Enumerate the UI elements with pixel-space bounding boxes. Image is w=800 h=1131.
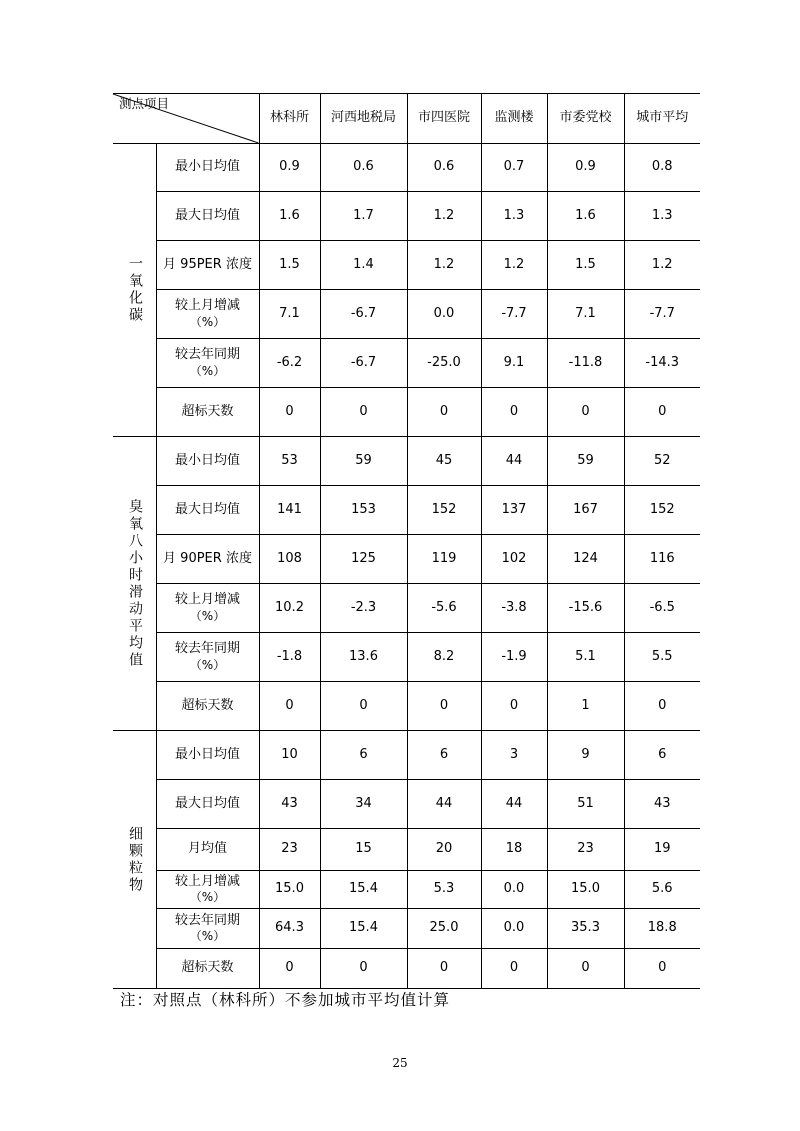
value-cell: 44 <box>481 780 547 829</box>
value-cell: 10.2 <box>259 584 320 633</box>
value-cell: 45 <box>407 437 481 486</box>
value-cell: 119 <box>407 535 481 584</box>
value-cell: 15.4 <box>320 871 407 909</box>
value-cell: 0.6 <box>407 144 481 192</box>
metric-label: 超标天数 <box>181 960 234 976</box>
table-row <box>113 241 700 290</box>
metric-label-cell <box>156 437 259 486</box>
value-cell: 23 <box>547 829 624 871</box>
metric-unit: （%） <box>189 657 226 672</box>
column-header: 市委党校 <box>547 94 624 144</box>
value-cell: 43 <box>624 780 700 829</box>
column-header: 监测楼 <box>481 94 547 144</box>
metric-unit: （%） <box>189 363 226 378</box>
value-cell: 59 <box>320 437 407 486</box>
value-cell: 0 <box>320 682 407 731</box>
value-cell: 1.2 <box>407 241 481 290</box>
page-number: 25 <box>392 1056 408 1070</box>
group-label: 臭氧八小时滑动平均值 <box>113 437 156 731</box>
value-cell: 5.5 <box>624 633 700 682</box>
value-cell: 137 <box>481 486 547 535</box>
value-cell: 10 <box>259 731 320 780</box>
value-cell: 0 <box>624 949 700 989</box>
table-row <box>113 388 700 437</box>
table-row <box>113 486 700 535</box>
value-cell: 141 <box>259 486 320 535</box>
metric-unit: （%） <box>189 929 226 944</box>
metric-label-cell <box>156 780 259 829</box>
value-cell: 0 <box>407 949 481 989</box>
value-cell: 0 <box>481 388 547 437</box>
value-cell: 19 <box>624 829 700 871</box>
value-cell: 125 <box>320 535 407 584</box>
table-row <box>113 290 700 339</box>
value-cell: 116 <box>624 535 700 584</box>
value-cell: -6.5 <box>624 584 700 633</box>
value-cell: 1.2 <box>407 192 481 241</box>
value-cell: -6.2 <box>259 339 320 388</box>
metric-label: 较上月增减 <box>174 873 240 889</box>
value-cell: 53 <box>259 437 320 486</box>
value-cell: 0 <box>624 388 700 437</box>
value-cell: 9 <box>547 731 624 780</box>
monitoring-table <box>113 93 700 989</box>
metric-label: 最小日均值 <box>174 159 240 175</box>
value-cell: 1.4 <box>320 241 407 290</box>
value-cell: 124 <box>547 535 624 584</box>
value-cell: 0 <box>481 682 547 731</box>
value-cell: 5.1 <box>547 633 624 682</box>
metric-label: 最小日均值 <box>174 746 240 762</box>
metric-label-cell <box>156 682 259 731</box>
value-cell: 35.3 <box>547 909 624 949</box>
metric-label: 月 95PER 浓度 <box>163 256 252 272</box>
metric-label-cell <box>156 241 259 290</box>
value-cell: 0 <box>259 682 320 731</box>
metric-label-cell <box>156 633 259 682</box>
value-cell: 0.8 <box>624 144 700 192</box>
value-cell: 15.0 <box>547 871 624 909</box>
value-cell: 1.5 <box>547 241 624 290</box>
value-cell: 1.6 <box>259 192 320 241</box>
metric-label-cell <box>156 584 259 633</box>
metric-label: 月 90PER 浓度 <box>163 550 252 566</box>
value-cell: -1.9 <box>481 633 547 682</box>
value-cell: 15.0 <box>259 871 320 909</box>
value-cell: 102 <box>481 535 547 584</box>
value-cell: 0 <box>407 388 481 437</box>
value-cell: 20 <box>407 829 481 871</box>
table-row <box>113 780 700 829</box>
table-row <box>113 339 700 388</box>
value-cell: 153 <box>320 486 407 535</box>
value-cell: 1.5 <box>259 241 320 290</box>
metric-label: 超标天数 <box>181 697 234 713</box>
group-label: 细颗粒物 <box>113 731 156 989</box>
value-cell: 0 <box>547 388 624 437</box>
value-cell: 0.9 <box>259 144 320 192</box>
metric-label: 最大日均值 <box>174 501 240 517</box>
value-cell: -11.8 <box>547 339 624 388</box>
metric-label-cell <box>156 388 259 437</box>
value-cell: -1.8 <box>259 633 320 682</box>
value-cell: 1.3 <box>481 192 547 241</box>
metric-label-cell <box>156 829 259 871</box>
value-cell: 25.0 <box>407 909 481 949</box>
value-cell: -3.8 <box>481 584 547 633</box>
value-cell: 108 <box>259 535 320 584</box>
value-cell: 0 <box>320 388 407 437</box>
column-header: 河西地税局 <box>320 94 407 144</box>
value-cell: 1.6 <box>547 192 624 241</box>
value-cell: 52 <box>624 437 700 486</box>
metric-label: 最大日均值 <box>174 795 240 811</box>
table-row <box>113 829 700 871</box>
value-cell: 152 <box>407 486 481 535</box>
value-cell: 6 <box>624 731 700 780</box>
value-cell: 3 <box>481 731 547 780</box>
column-header: 城市平均 <box>624 94 700 144</box>
value-cell: 1 <box>547 682 624 731</box>
value-cell: 0.9 <box>547 144 624 192</box>
group-label: 一氧化碳 <box>113 144 156 437</box>
metric-label-cell <box>156 731 259 780</box>
metric-label-cell <box>156 144 259 192</box>
value-cell: -6.7 <box>320 339 407 388</box>
value-cell: 18 <box>481 829 547 871</box>
value-cell: 167 <box>547 486 624 535</box>
metric-label: 较去年同期 <box>174 641 240 657</box>
table-row <box>113 682 700 731</box>
value-cell: 44 <box>481 437 547 486</box>
value-cell: 0.0 <box>481 871 547 909</box>
metric-label-cell <box>156 949 259 989</box>
column-header: 市四医院 <box>407 94 481 144</box>
value-cell: -7.7 <box>624 290 700 339</box>
value-cell: 5.3 <box>407 871 481 909</box>
value-cell: 1.7 <box>320 192 407 241</box>
value-cell: 5.6 <box>624 871 700 909</box>
metric-label-cell <box>156 486 259 535</box>
value-cell: 0 <box>320 949 407 989</box>
value-cell: 6 <box>407 731 481 780</box>
header-row <box>113 94 700 144</box>
metric-label: 较上月增减 <box>174 298 240 314</box>
value-cell: 15 <box>320 829 407 871</box>
value-cell: 51 <box>547 780 624 829</box>
corner-label: 测点项目 <box>119 96 170 111</box>
metric-label-cell <box>156 871 259 909</box>
value-cell: 9.1 <box>481 339 547 388</box>
value-cell: 64.3 <box>259 909 320 949</box>
metric-label: 最大日均值 <box>174 207 240 223</box>
table-row <box>113 871 700 909</box>
table-row <box>113 949 700 989</box>
value-cell: 1.3 <box>624 192 700 241</box>
value-cell: 1.2 <box>481 241 547 290</box>
table-row <box>113 909 700 949</box>
value-cell: 0.6 <box>320 144 407 192</box>
value-cell: 0 <box>259 388 320 437</box>
value-cell: 0.7 <box>481 144 547 192</box>
value-cell: 1.2 <box>624 241 700 290</box>
value-cell: -25.0 <box>407 339 481 388</box>
table-row <box>113 535 700 584</box>
table-row <box>113 633 700 682</box>
value-cell: -7.7 <box>481 290 547 339</box>
value-cell: 59 <box>547 437 624 486</box>
value-cell: 43 <box>259 780 320 829</box>
table-row <box>113 144 700 192</box>
value-cell: 7.1 <box>547 290 624 339</box>
table-row <box>113 731 700 780</box>
table-row <box>113 437 700 486</box>
value-cell: 8.2 <box>407 633 481 682</box>
metric-label: 较上月增减 <box>174 592 240 608</box>
metric-unit: （%） <box>189 890 226 905</box>
value-cell: -15.6 <box>547 584 624 633</box>
value-cell: 0 <box>407 682 481 731</box>
value-cell: -6.7 <box>320 290 407 339</box>
metric-label: 较去年同期 <box>174 347 240 363</box>
value-cell: 0 <box>547 949 624 989</box>
metric-label: 月均值 <box>187 841 227 857</box>
value-cell: -14.3 <box>624 339 700 388</box>
metric-unit: （%） <box>189 608 226 623</box>
metric-label-cell <box>156 909 259 949</box>
value-cell: 0 <box>259 949 320 989</box>
table-row <box>113 584 700 633</box>
value-cell: 6 <box>320 731 407 780</box>
metric-label-cell <box>156 535 259 584</box>
column-header: 林科所 <box>259 94 320 144</box>
value-cell: 152 <box>624 486 700 535</box>
value-cell: 18.8 <box>624 909 700 949</box>
footnote: 注：对照点（林科所）不参加城市平均值计算 <box>120 991 451 1009</box>
value-cell: -2.3 <box>320 584 407 633</box>
metric-label: 较去年同期 <box>174 912 240 928</box>
value-cell: 0.0 <box>481 909 547 949</box>
value-cell: 0 <box>481 949 547 989</box>
metric-label: 最小日均值 <box>174 452 240 468</box>
metric-label-cell <box>156 192 259 241</box>
table-row <box>113 192 700 241</box>
value-cell: 15.4 <box>320 909 407 949</box>
metric-unit: （%） <box>189 314 226 329</box>
value-cell: 34 <box>320 780 407 829</box>
metric-label: 超标天数 <box>181 403 234 419</box>
value-cell: 7.1 <box>259 290 320 339</box>
value-cell: 44 <box>407 780 481 829</box>
corner-header-cell <box>113 94 259 144</box>
value-cell: 23 <box>259 829 320 871</box>
value-cell: 0.0 <box>407 290 481 339</box>
value-cell: 13.6 <box>320 633 407 682</box>
value-cell: -5.6 <box>407 584 481 633</box>
value-cell: 0 <box>624 682 700 731</box>
metric-label-cell <box>156 339 259 388</box>
metric-label-cell <box>156 290 259 339</box>
